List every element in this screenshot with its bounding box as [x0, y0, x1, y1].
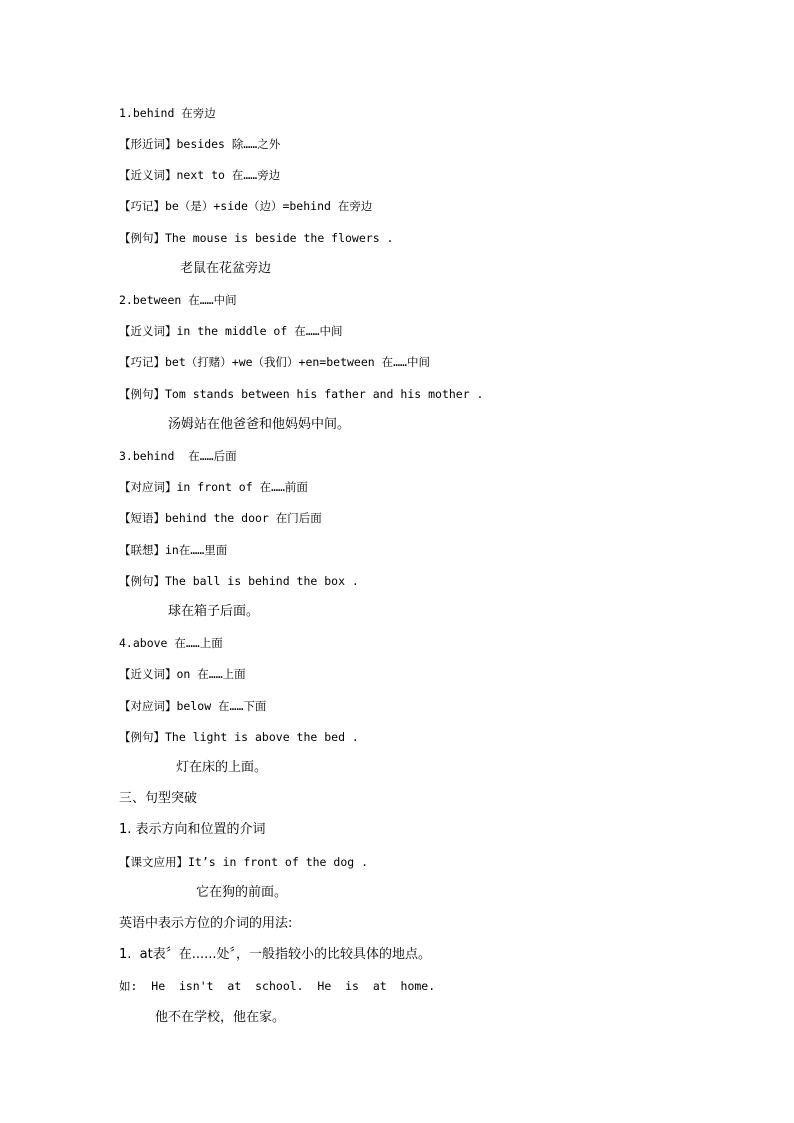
translation: 球在箱子后面。	[168, 604, 260, 619]
example-sentence: 【例句】Tom stands between his father and his mother .	[119, 387, 484, 401]
text-line: 英语中表示方位的介词的用法:	[119, 916, 293, 931]
translation: 它在狗的前面。	[196, 885, 288, 900]
translation: 他不在学校，他在家。	[155, 1010, 286, 1025]
translation: 灯在床的上面。	[176, 760, 268, 775]
example-sentence: 【例句】The light is above the bed .	[119, 730, 359, 744]
text-line: 【对应词】in front of 在……前面	[119, 480, 308, 494]
text-line: 【联想】in在……里面	[119, 543, 228, 557]
text-line: 【形近词】besides 除……之外	[119, 137, 281, 151]
example-sentence: 【例句】The mouse is beside the flowers .	[119, 231, 394, 245]
text-line: 【近义词】on 在……上面	[119, 667, 246, 681]
text-line: 【短语】behind the door 在门后面	[119, 511, 322, 525]
text-line: 【近义词】in the middle of 在……中间	[119, 324, 343, 338]
example-sentence: 如: He isn't at school. He is at home.	[119, 979, 436, 993]
section-heading: 三、句型突破	[119, 791, 198, 806]
heading-above: 4.above 在……上面	[119, 636, 223, 650]
example-sentence: 【课文应用】It’s in front of the dog .	[119, 855, 369, 869]
text-line: 1. at表〞在......处〞，一般指较小的比较具体的地点。	[119, 947, 432, 962]
heading-between: 2.between 在……中间	[119, 293, 237, 307]
example-sentence: 【例句】The ball is behind the box .	[119, 574, 359, 588]
heading-behind-2: 3.behind 在……后面	[119, 449, 237, 463]
heading-behind: 1.behind 在旁边	[119, 106, 216, 120]
translation: 汤姆站在他爸爸和他妈妈中间。	[168, 417, 351, 432]
text-line: 【巧记】bet（打赌）+we（我们）+en=between 在……中间	[119, 355, 430, 369]
text-line: 【近义词】next to 在……旁边	[119, 168, 281, 182]
text-line: 【对应词】below 在……下面	[119, 699, 267, 713]
translation: 老鼠在花盆旁边	[180, 261, 272, 276]
text-line: 【巧记】be（是）+side（边）=behind 在旁边	[119, 199, 373, 213]
subsection-heading: 1. 表示方向和位置的介词	[119, 822, 266, 837]
